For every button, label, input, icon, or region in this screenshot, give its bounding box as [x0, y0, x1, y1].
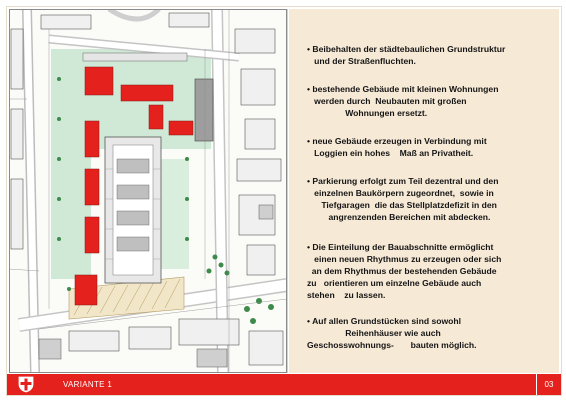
footer-bar [7, 374, 561, 395]
bullet-parking [307, 175, 552, 223]
bullet-line: • Auf allen Grundstücken sind sowohl [307, 316, 462, 326]
bullet-line: Wohnungen ersetzt. [307, 108, 428, 118]
bullet-line: an dem Rhythmus der bestehenden Gebäude [307, 266, 497, 276]
variant-label: VARIANTE 1 [63, 380, 113, 389]
bullet-line: und der Straßenfluchten. [307, 56, 416, 66]
page-number: 03 [536, 374, 561, 395]
bullet-line: zu orientieren um einzelne Gebäude auch [307, 278, 482, 288]
site-plan-map [9, 9, 288, 373]
bullet-phases [307, 241, 552, 301]
site-plan-drawing [9, 9, 287, 373]
bullet-line: • Beibehalten der städtebaulichen Grundstruktur [307, 44, 506, 54]
bullet-line: • Parkierung erfolgt zum Teil dezentral und den [307, 176, 499, 186]
description-panel [289, 9, 559, 373]
bullet-line: • Die Einteilung der Bauabschnitte ermöglicht [307, 242, 494, 252]
bullet-line: Loggien ein hohes Maß an Privatheit. [307, 148, 474, 158]
bullet-new-buildings [307, 83, 552, 119]
bullet-line: • neue Gebäude erzeugen in Verbindung mit [307, 136, 487, 146]
bullet-structure [307, 43, 552, 67]
bullet-line: angrenzenden Bereichen mit abdecken. [307, 212, 491, 222]
bullet-housing-types [307, 315, 552, 351]
bullet-line: Geschosswohnungs- bauten möglich. [307, 340, 477, 350]
slide [6, 6, 562, 396]
bullet-loggias [307, 135, 552, 159]
city-crest-icon [17, 376, 35, 393]
bullet-line: stehen zu lassen. [307, 290, 386, 300]
bullet-line: Tiefgaragen die das Stellplatzdefizit in den [307, 200, 497, 210]
bullet-line: • bestehende Gebäude mit kleinen Wohnungen [307, 84, 499, 94]
bullet-line: Reihenhäuser wie auch [307, 328, 441, 338]
bullet-line: einzelnen Baukörpern zugeordnet, sowie in [307, 188, 494, 198]
bullet-line: einen neuen Rhythmus zu erzeugen oder sich [307, 254, 502, 264]
bullet-line: werden durch Neubauten mit großen [307, 96, 467, 106]
